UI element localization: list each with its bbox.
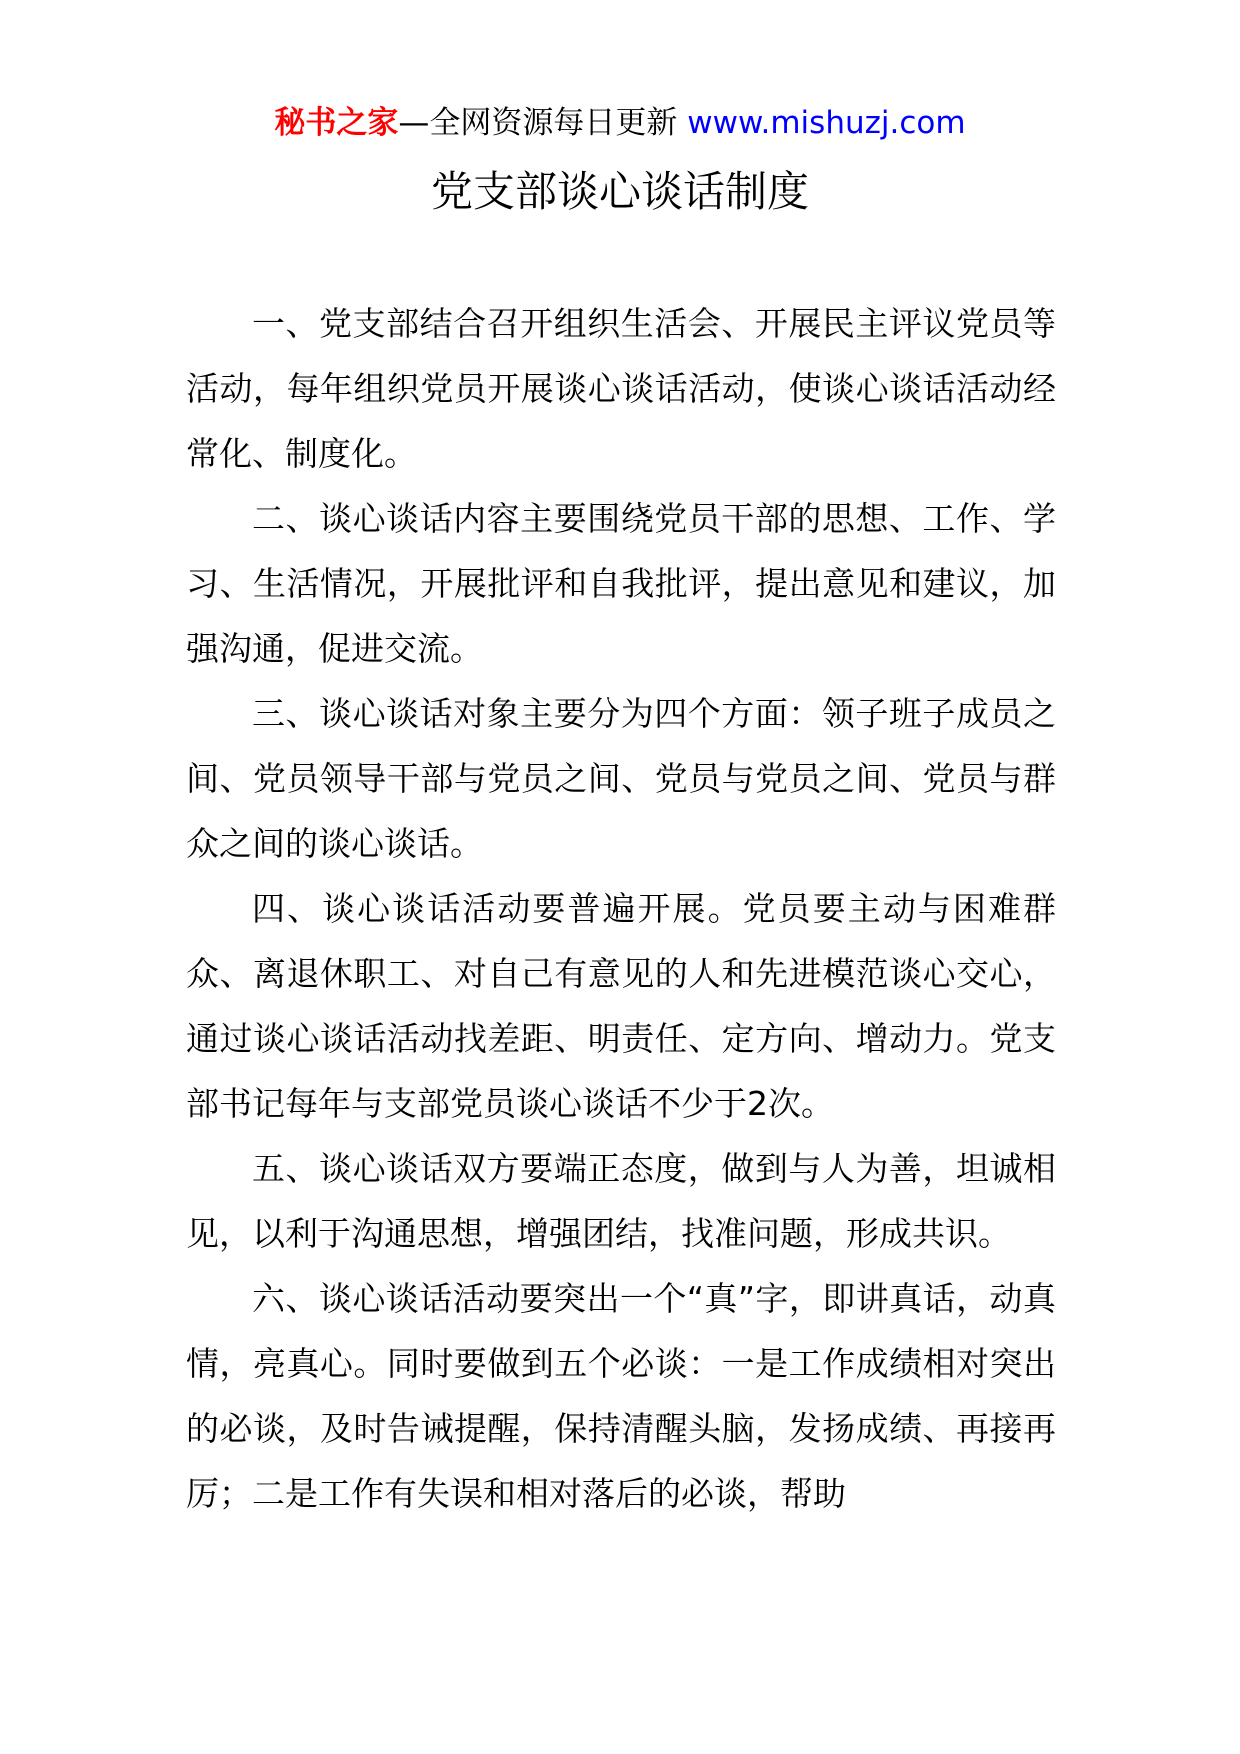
paragraph-3: 三、谈心谈话对象主要分为四个方面：领子班子成员之间、党员领导干部与党员之间、党员与党员之间、党员与群众之间的谈心谈话。	[186, 694, 1056, 863]
document-title: 党支部谈心谈话制度	[430, 167, 809, 216]
paragraph-2: 二、谈心谈话内容主要围绕党员干部的思想、工作、学习、生活情况，开展批评和自我批评，提出意见和建议，加强沟通，促进交流。	[186, 499, 1056, 668]
paragraph-5: 五、谈心谈话双方要端正态度，做到与人为善，坦诚相见，以利于沟通思想，增强团结，找准问题，形成共识。	[186, 1149, 1056, 1253]
site-slogan: —全网资源每日更新	[398, 105, 678, 141]
paragraph-4: 四、谈心谈话活动要普遍开展。党员要主动与困难群众、离退休职工、对自己有意见的人和先进模范谈心交心，通过谈心谈话活动找差距、明责任、定方向、增动力。党支部书记每年与支部党员谈心谈话不少于2次。	[186, 889, 1056, 1123]
document-body	[186, 291, 1056, 1526]
site-brand: 秘书之家	[274, 105, 399, 141]
paragraph-6: 六、谈心谈话活动要突出一个“真”字，即讲真话，动真情，亮真心。同时要做到五个必谈：一是工作成绩相对突出的必谈，及时告诫提醒，保持清醒头脑，发扬成绩、再接再厉；二是工作有失误和相对落后的必谈，帮助	[186, 1279, 1056, 1513]
paragraph-1: 一、党支部结合召开组织生活会、开展民主评议党员等活动，每年组织党员开展谈心谈话活动，使谈心谈话活动经常化、制度化。	[186, 304, 1056, 473]
site-url-link[interactable]: www.mishuzj.com	[687, 105, 966, 141]
site-header	[0, 103, 1240, 143]
